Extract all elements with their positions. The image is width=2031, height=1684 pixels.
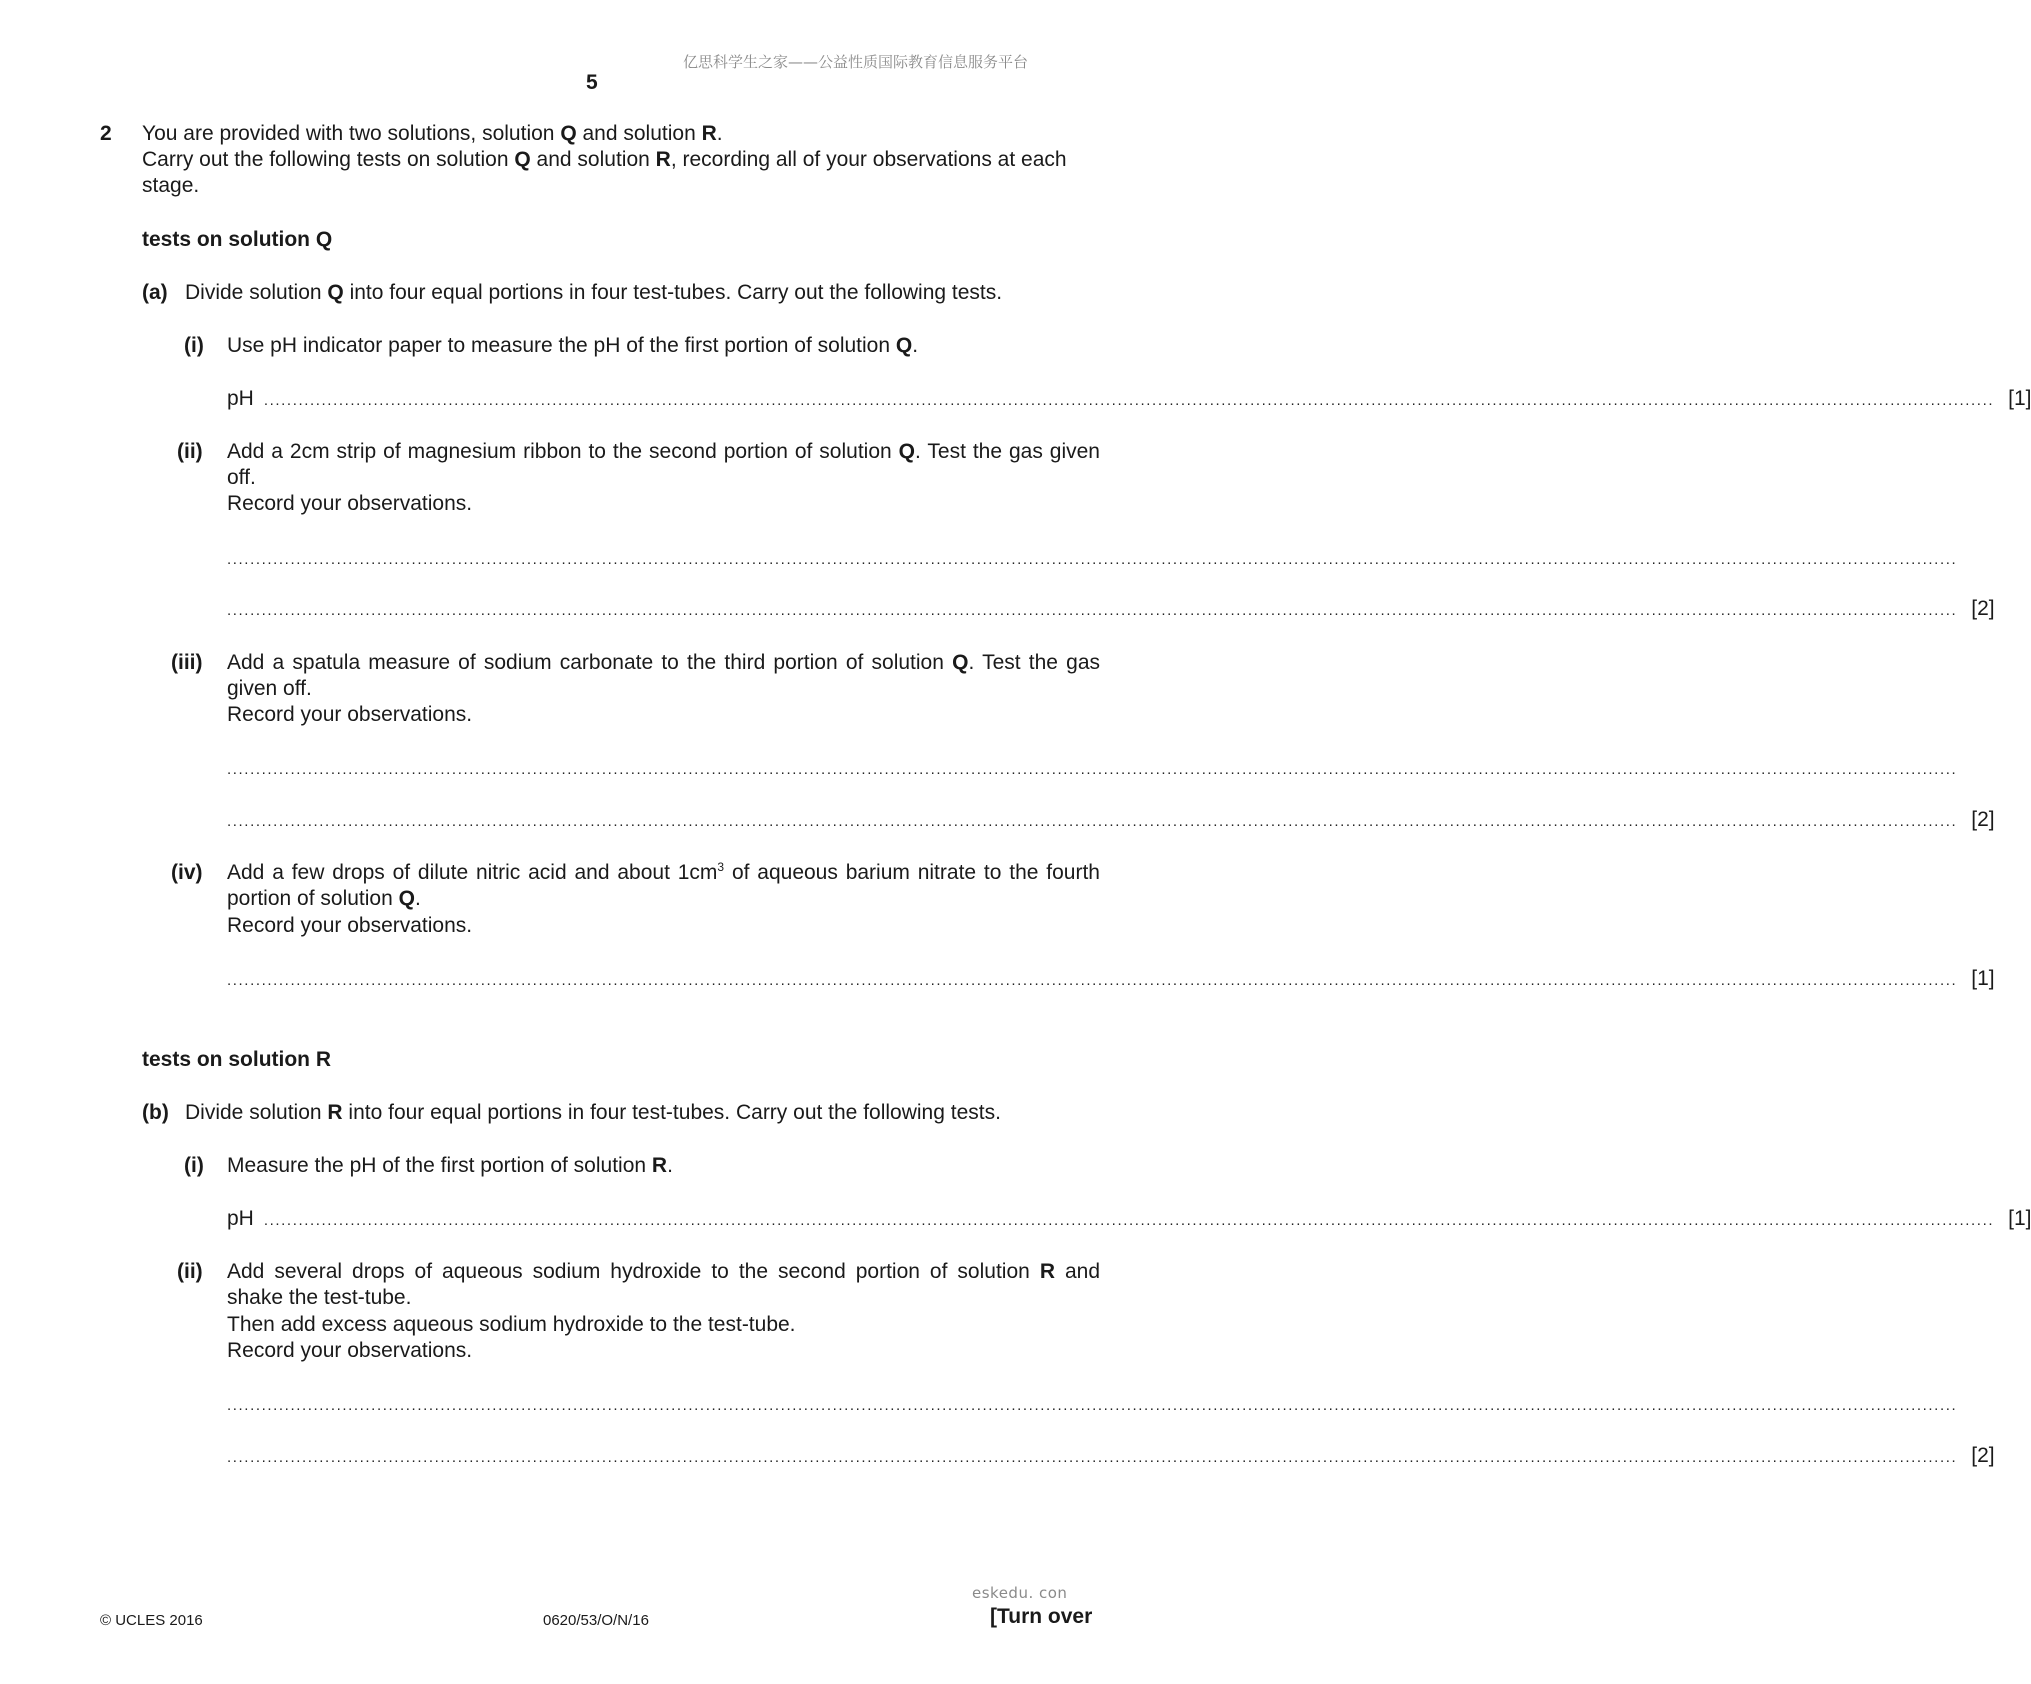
a-iv-answer-line[interactable] — [227, 966, 1995, 992]
a-ii-text: Add a 2cm strip of magnesium ribbon to the second portion of solution Q. Test the gas given off. — [227, 440, 1100, 489]
answer-dots: ............................................................................................................................................................................................................................................................................................................ — [227, 551, 1958, 568]
part-a-label: (a) — [142, 281, 168, 304]
copyright: © UCLES 2016 — [100, 1612, 203, 1629]
answer-dots: ............................................................................................................................................................................................................................................................................................................ — [227, 602, 1958, 619]
b-i-label: (i) — [184, 1154, 204, 1177]
ph-prefix: pH — [227, 1207, 254, 1230]
b-ii-answer-line-2[interactable] — [227, 1443, 1995, 1469]
b-ii-line-2: Then add excess aqueous sodium hydroxide to the test-tube. — [227, 1313, 796, 1336]
a-iii-answer-line-1[interactable] — [227, 755, 1958, 781]
header-watermark: 亿思科学生之家——公益性质国际教育信息服务平台 — [683, 53, 1029, 71]
a-iii-label: (iii) — [171, 651, 203, 674]
question-number: 2 — [100, 122, 112, 145]
mark-allocation: [1] — [1971, 967, 1995, 990]
a-ii-answer-line-2[interactable] — [227, 596, 1995, 622]
a-ii-label: (ii) — [177, 440, 203, 463]
mark-allocation: [2] — [1971, 597, 1995, 620]
section-heading-r: tests on solution R — [142, 1048, 331, 1071]
part-b-label: (b) — [142, 1101, 169, 1124]
a-iv-label: (iv) — [171, 861, 203, 884]
mark-allocation: [2] — [1971, 808, 1995, 831]
a-iii-answer-line-2[interactable] — [227, 807, 1995, 833]
a-iii-text: Add a spatula measure of sodium carbonate to the third portion of solution Q. Test the gas given off. — [227, 651, 1100, 700]
a-i-label: (i) — [184, 334, 204, 357]
b-i-text: Measure the pH of the first portion of solution R. — [227, 1154, 673, 1177]
intro-line-1: You are provided with two solutions, solution Q and solution R. — [142, 122, 723, 145]
answer-dots: ............................................................................................................................................................................................................................................................................................................ — [227, 1449, 1958, 1466]
answer-dots: ............................................................................................................................................................................................................................................................................................................ — [227, 761, 1958, 778]
mark-allocation: [1] — [2008, 1207, 2031, 1230]
mark-allocation: [1] — [2008, 387, 2031, 410]
b-ii-answer-line-1[interactable] — [227, 1391, 1958, 1417]
a-iv-text: Add a few drops of dilute nitric acid and about $1cm^3$ of aqueous barium nitrate to the fourth portion of solution Q. — [227, 860, 1100, 910]
answer-dots: ............................................................................................................................................................................................................................................................................................................ — [263, 392, 1995, 409]
part-a-text: Divide solution Q into four equal portions in four test-tubes. Carry out the following tests. — [185, 281, 1003, 304]
question-intro — [142, 121, 1100, 199]
b-i-answer-line[interactable] — [227, 1206, 2031, 1232]
part-b-text: Divide solution R into four equal portions in four test-tubes. Carry out the following tests. — [185, 1101, 1001, 1124]
ph-prefix: pH — [227, 387, 254, 410]
section-heading-q: tests on solution Q — [142, 228, 333, 251]
answer-dots: ............................................................................................................................................................................................................................................................................................................ — [227, 972, 1958, 989]
paper-code: 0620/53/O/N/16 — [543, 1612, 649, 1629]
a-i-answer-line[interactable] — [227, 386, 2031, 412]
b-ii-record: Record your observations. — [227, 1339, 473, 1362]
a-ii-record: Record your observations. — [227, 492, 473, 515]
a-ii-answer-line-1[interactable] — [227, 545, 1958, 571]
turn-over: [Turn over — [990, 1605, 1093, 1628]
a-iii-record: Record your observations. — [227, 703, 473, 726]
mark-allocation: [2] — [1971, 1444, 1995, 1467]
b-ii-label: (ii) — [177, 1260, 203, 1283]
b-ii-text: Add several drops of aqueous sodium hydroxide to the second portion of solution R and shake the test-tube. — [227, 1260, 1101, 1309]
a-iv-record: Record your observations. — [227, 914, 473, 937]
answer-dots: ............................................................................................................................................................................................................................................................................................................ — [227, 813, 1958, 830]
intro-line-2: Carry out the following tests on solution Q and solution R, recording all of your observations at each stage. — [142, 148, 1067, 197]
answer-dots: ............................................................................................................................................................................................................................................................................................................ — [263, 1212, 1995, 1229]
answer-dots: ............................................................................................................................................................................................................................................................................................................ — [227, 1397, 1958, 1414]
page-number: 5 — [586, 71, 598, 94]
footer-watermark: eskedu. con — [972, 1584, 1068, 1602]
a-i-text: Use pH indicator paper to measure the pH of the first portion of solution Q. — [227, 334, 919, 357]
